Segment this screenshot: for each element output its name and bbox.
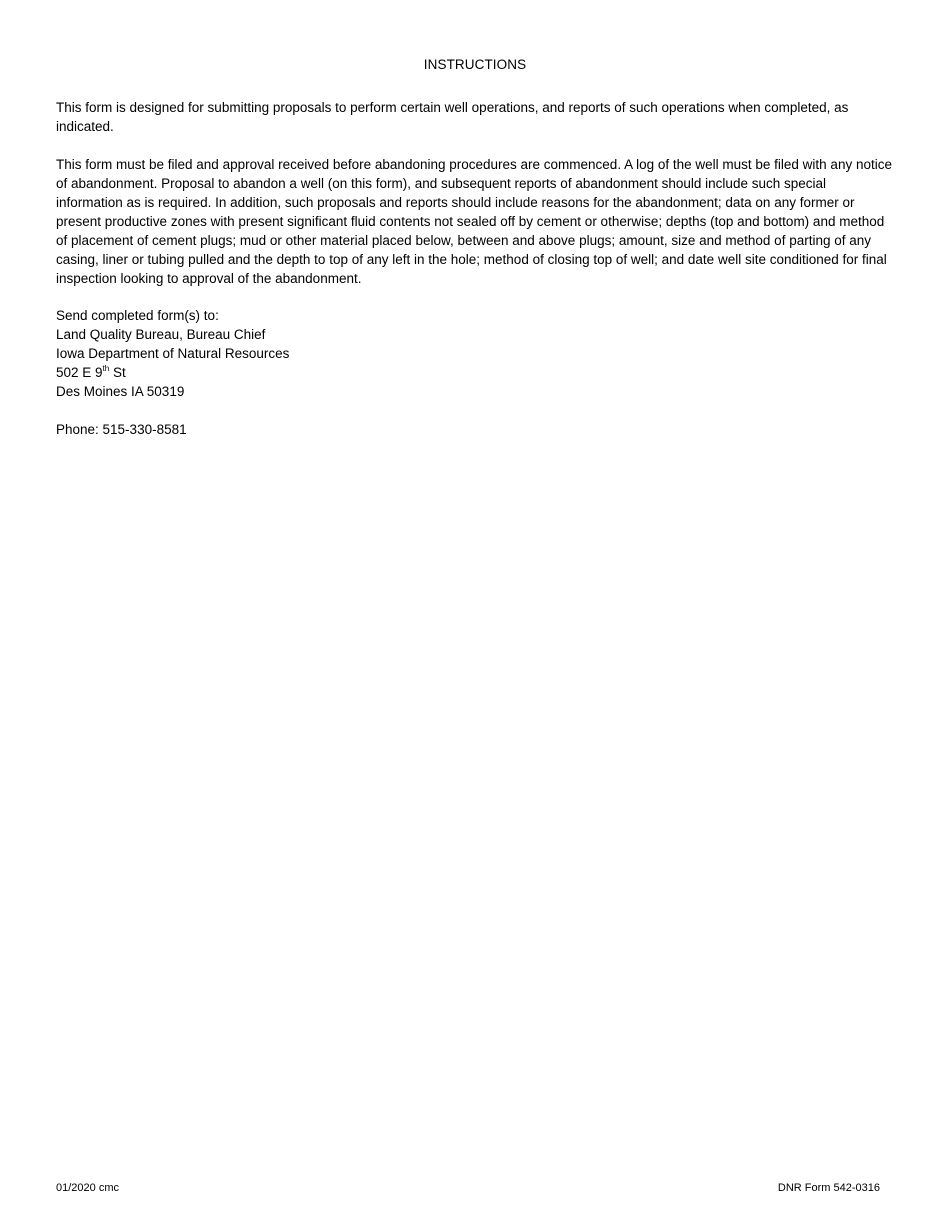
address-line-bureau: Land Quality Bureau, Bureau Chief: [56, 327, 266, 342]
street-number: 502 E 9: [56, 365, 103, 380]
street-type: St: [109, 365, 126, 380]
footer-form-number: DNR Form 542-0316: [777, 1182, 880, 1194]
mailing-address: [56, 306, 456, 401]
address-line-city: Des Moines IA 50319: [56, 384, 185, 399]
address-line-department: Iowa Department of Natural Resources: [56, 346, 290, 361]
footer-revision-date: 01/2020 cmc: [56, 1182, 119, 1194]
address-line-street: [56, 363, 456, 382]
street-ordinal-suffix: th: [102, 363, 110, 373]
page-title: INSTRUCTIONS: [423, 57, 527, 72]
phone-number: Phone: 515-330-8581: [56, 422, 187, 437]
intro-paragraph: This form is designed for submitting proposals to perform certain well operations, and reports of such operations when completed, as indicated.: [56, 100, 849, 134]
abandonment-paragraph: This form must be filed and approval received before abandoning procedures are commenced. A log of the well must be filed with any notice of abandonment. Proposal to abandon a well (on this form), and subsequent reports of abandonment should include such special information as is required. In addition, such proposals and reports should include reasons for the abandonment; data on any former or present productive zones with present significant fluid contents not sealed off by cement or otherwise; depths (top and bottom) and method of placement of cement plugs; mud or other material placed below, between and above plugs; amount, size and method of parting of any casing, liner or tubing pulled and the depth to top of any left in the hole; method of closing top of well; and date well site conditioned for final inspection looking to approval of the abandonment.: [56, 157, 892, 286]
address-intro: Send completed form(s) to:: [56, 308, 219, 323]
